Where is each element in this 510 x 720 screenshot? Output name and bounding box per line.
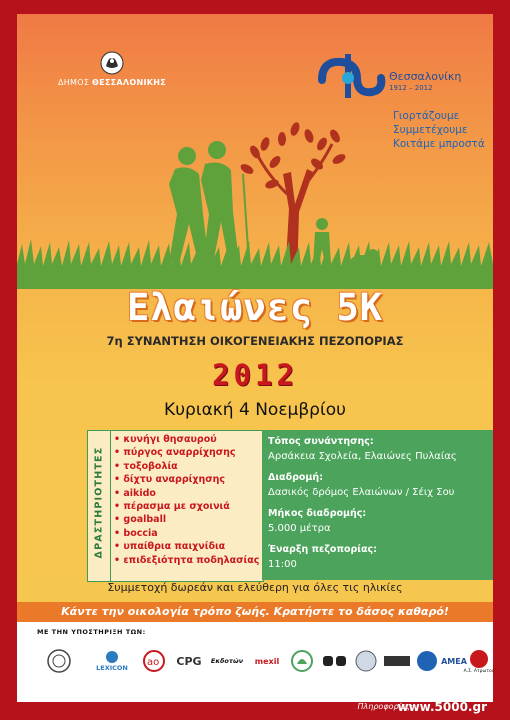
event-title: Ελαιώνες 5Κ [126,286,384,329]
activities-sidebar [88,431,111,581]
tree-illustration [239,121,347,279]
sponsors-section [17,622,493,702]
municipality-emblem-icon [99,50,125,76]
participation-note: Συμμετοχή δωρεάν και ελεύθερη για όλες τις ηλικίες [107,581,403,594]
event-subtitle: 7η ΣΥΝΑΝΤΗΣΗ ΟΙΚΟΓΕΝΕΙΑΚΗΣ ΠΕΖΟΠΟΡΙΑΣ [106,334,404,348]
length-label: Μήκος διαδρομής: [268,508,367,519]
activity-item: • aikido [114,487,156,499]
meeting-value: Αρσάκεια Σχολεία, Ελαιώνες Πυλαίας [268,451,457,462]
sponsor-cpg-logo: CPG [176,654,202,668]
municipality-name: ΘΕΣΣΑΛΟΝΙΚΗΣ [92,78,167,87]
municipality-prefix: ΔΗΜΟΣ [57,78,90,87]
sponsors-title: ΜΕ ΤΗΝ ΥΠΟΣΤΗΡΙΞΗ ΤΩΝ: [37,628,146,636]
sponsor-mexil-logo: mexil [254,656,280,666]
slogan-participate: Συμμετέχουμε [393,124,468,136]
hiking-illustration [17,114,493,289]
grass-illustration [17,239,493,289]
sponsor-green-emblem-logo [289,648,315,674]
footer [17,702,493,716]
sponsor-dark-logo [383,648,411,674]
event-date: Κυριακή 4 Νοεμβρίου [164,400,346,420]
footer-info-label: Πληροφορίες: [357,702,413,711]
activity-item: • επιδεξιότητα ποδηλασίας [114,554,260,566]
sponsor-seal-logo [39,648,79,674]
sponsor-atrotos-logo: Α.Σ. Ατρωτος [467,648,491,674]
municipality-logo [57,50,167,87]
footer-website-link[interactable]: www.5000.gr [397,700,487,714]
activity-item: • πύργος αναρρίχησης [114,447,236,459]
event-info-box [262,430,493,580]
sponsor-publisher-logo: Εκδοτών [210,657,244,665]
tagline-bar [17,602,493,622]
route-label: Διαδρομή: [268,472,323,483]
activity-item: • goalball [114,514,167,526]
route-value: Δασικός δρόμος Ελαιώνων / Σέιχ Σου [268,487,455,498]
activities-label: ΔΡΑΣΤΗΡΙΟΤΗΤΕΣ [93,446,105,559]
svg-text:ao: ao [147,657,160,668]
activity-item: • κυνήγι θησαυρού [114,434,217,445]
start-label: Έναρξη πεζοπορίας: [268,544,377,555]
meeting-label: Τόπος συνάντησης: [268,436,374,447]
activity-item: • τοξοβολία [114,460,178,472]
sponsor-ao-logo [141,648,167,674]
activities-list [114,433,259,567]
activities-box [87,430,264,582]
poster-body [17,14,493,622]
sponsor-club-logo [353,648,379,674]
start-value: 11:00 [268,559,297,570]
sponsor-lexicon-logo: LEXICON [89,648,135,674]
anniversary-city: Θεσσαλονίκη [389,70,462,83]
slogan-look-ahead: Κοιτάμε μπροστά [393,138,485,150]
activity-item: • boccia [114,527,158,539]
tagline-text: Κάντε την οικολογία τρόπο ζωής. Κρατήστε το δάσος καθαρό! [61,605,449,618]
activity-item: • πέρασμα με σχοινιά [114,501,230,513]
slogan-celebrate: Γιορτάζουμε [393,110,460,122]
activity-item: • δίχτυ αναρρίχησης [114,474,226,486]
length-value: 5.000 μέτρα [268,523,331,534]
sponsor-blue-logo [415,648,439,674]
sponsor-bold-logo [321,648,349,674]
anniversary-loop-icon [317,50,387,100]
anniversary-years: 1912 – 2012 [389,84,433,92]
sponsor-amea-logo: AMEA [441,656,467,666]
event-year: 2012 [212,358,298,392]
activity-item: • υπαίθρια παιχνίδια [114,541,226,553]
